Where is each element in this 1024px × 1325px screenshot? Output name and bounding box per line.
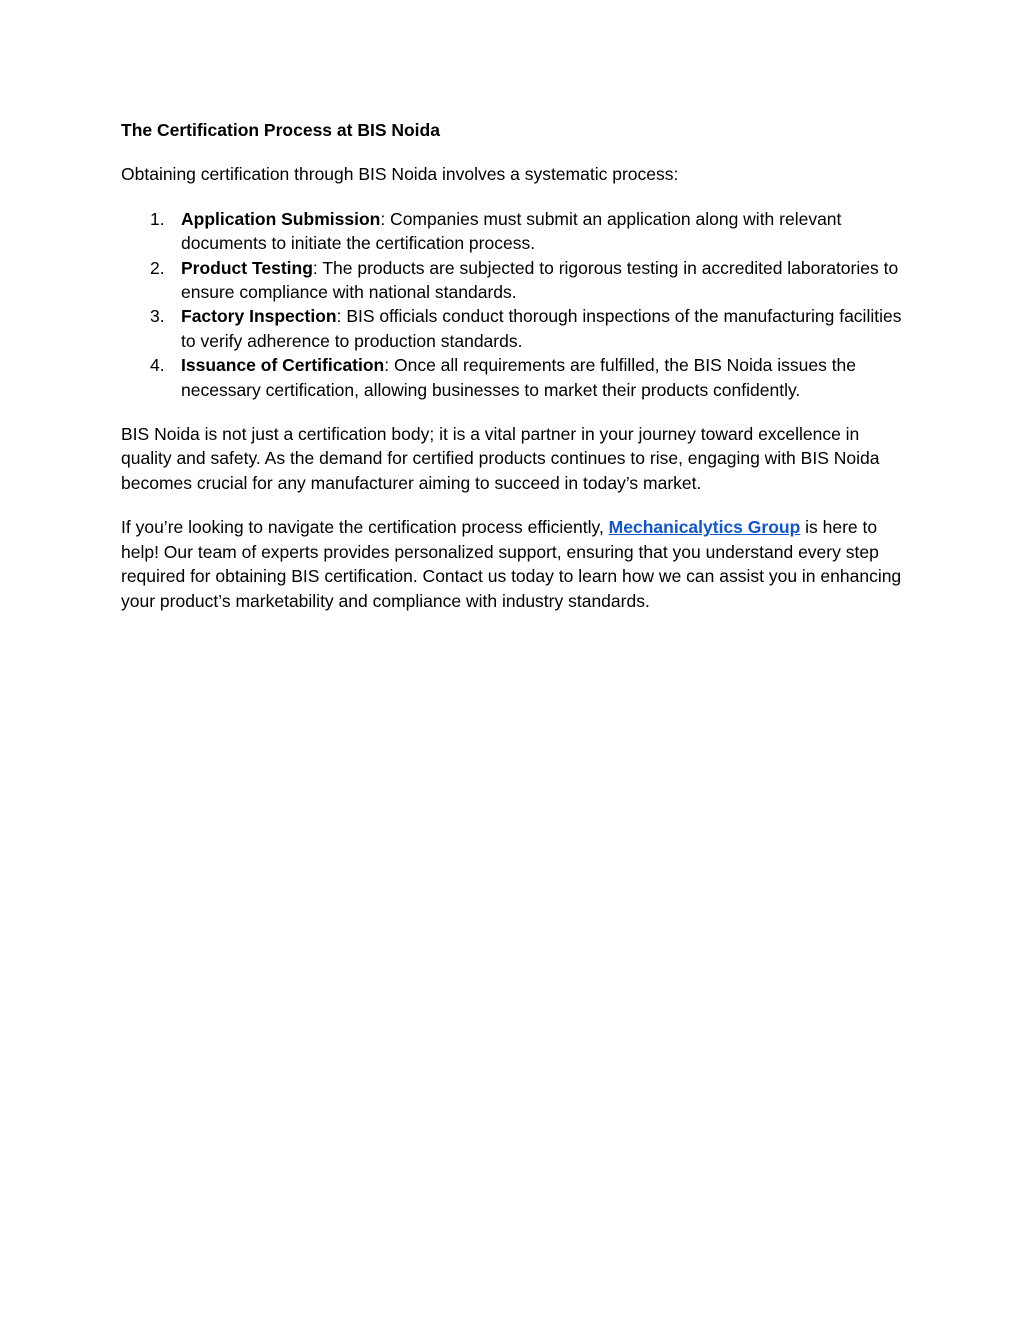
list-item xyxy=(121,207,911,256)
step-description: : Once all requirements are fulfilled, the BIS Noida issues the necessary certification, allowing businesses to market their products confidently. xyxy=(181,355,857,400)
contact-text-after: is here to help! Our team of experts provides personalized support, ensuring that you understand every step required for obtaining BIS certification. Contact us today to learn how we can assist you in enhancing your product’s marketability and compliance with industry standards. xyxy=(121,517,902,611)
list-item xyxy=(121,304,911,353)
contact-paragraph xyxy=(121,515,911,613)
step-description: : The products are subjected to rigorous testing in accredited laboratories to ensure compliance with national standards. xyxy=(181,257,899,303)
step-term: Factory Inspection xyxy=(181,306,337,327)
document-page xyxy=(121,118,911,633)
certification-steps-list xyxy=(121,207,911,402)
step-description: : BIS officials conduct thorough inspections of the manufacturing facilities to verify adherence to production standards. xyxy=(181,306,902,351)
intro-paragraph: Obtaining certification through BIS Noida involves a systematic process: xyxy=(121,164,679,185)
section-heading: The Certification Process at BIS Noida xyxy=(121,120,440,140)
list-number: 3. xyxy=(150,306,165,327)
list-number: 4. xyxy=(150,355,165,376)
contact-text-before: If you’re looking to navigate the certification process efficiently, xyxy=(121,517,609,538)
step-term: Issuance of Certification xyxy=(181,355,385,376)
list-number: 2. xyxy=(150,257,165,278)
list-item xyxy=(121,353,911,402)
partner-paragraph: BIS Noida is not just a certification body; it is a vital partner in your journey toward excellence in quality and safety. As the demand for certified products continues to rise, engaging with BIS Noida becomes crucial for any manufacturer aiming to succeed in today’s market. xyxy=(121,424,880,493)
list-item xyxy=(121,256,911,305)
step-term: Product Testing xyxy=(181,257,313,278)
step-term: Application Submission xyxy=(181,208,381,229)
mechanicalytics-group-link[interactable]: Mechanicalytics Group xyxy=(608,517,801,538)
step-description: : Companies must submit an application along with relevant documents to initiate the certification process. xyxy=(181,208,842,254)
list-number: 1. xyxy=(150,208,165,229)
